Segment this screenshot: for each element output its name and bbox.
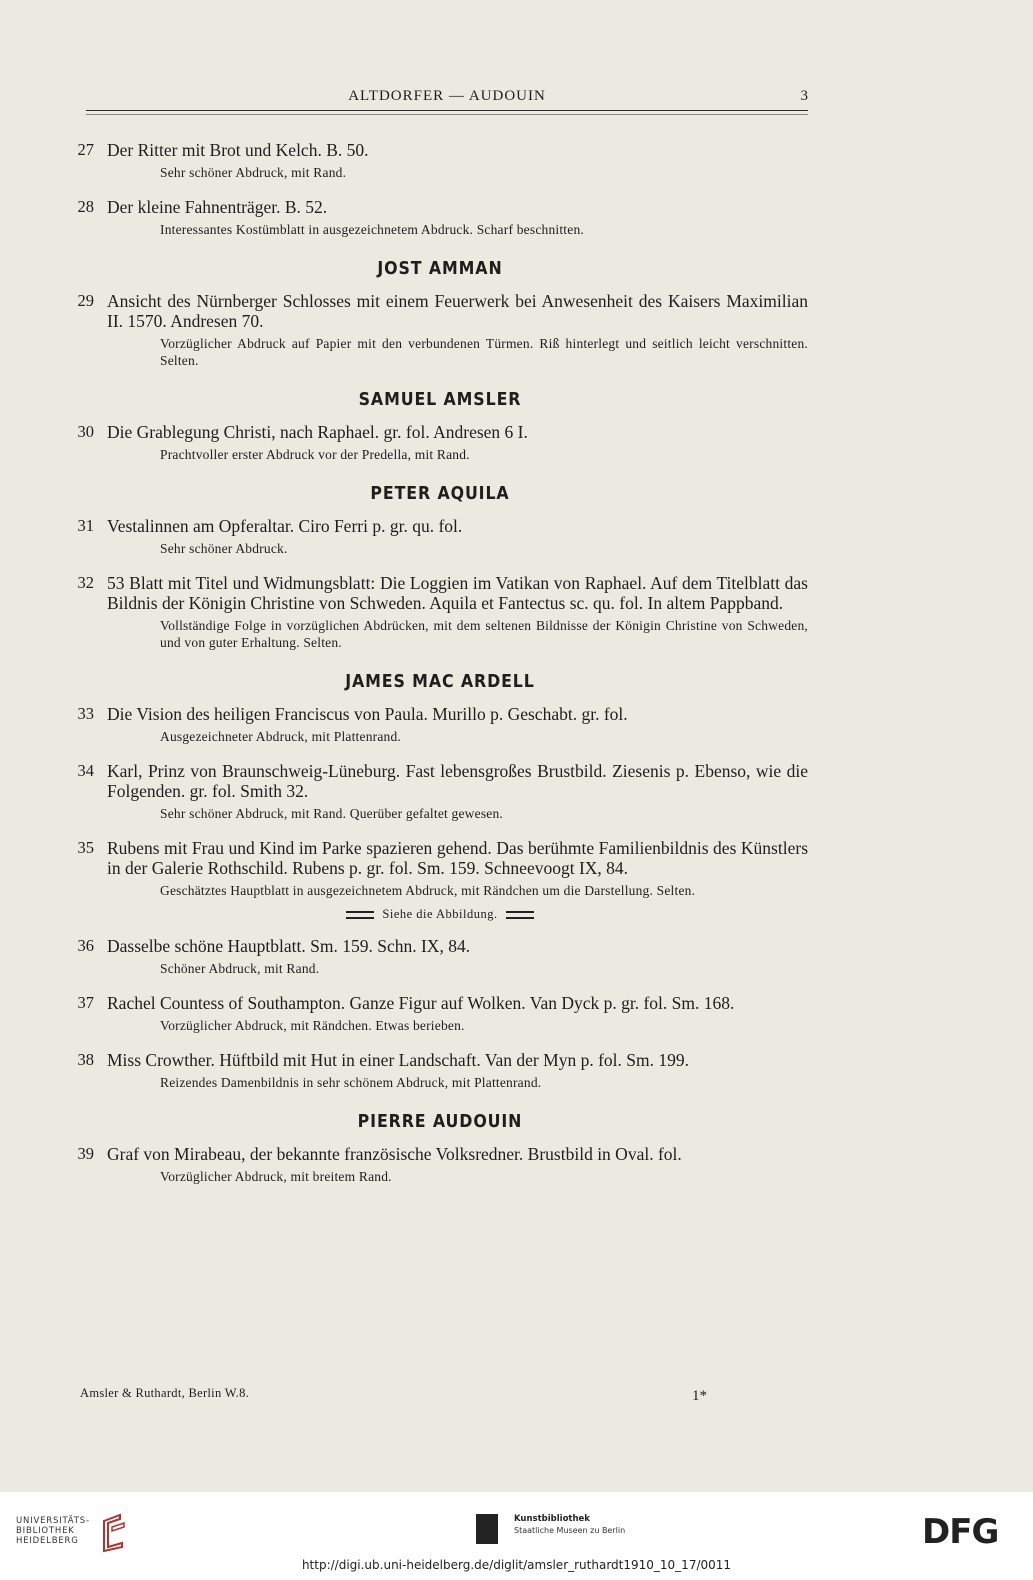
signature-mark: 1*: [692, 1388, 707, 1404]
entry-note: Sehr schöner Abdruck, mit Rand.: [160, 165, 347, 180]
entry-title: Karl, Prinz von Braunschweig-Lüneburg. Fast lebensgroßes Brustbild. Ziesenis p. Ebenso, wie die Folgenden. gr. fol. Smith 32.: [107, 761, 808, 801]
double-rule-right: [506, 911, 534, 919]
entry-title: 53 Blatt mit Titel und Widmungsblatt: Die Loggien im Vatikan von Raphael. Auf dem Titelblatt das Bildnis der Königin Christine von Schweden. Aquila et Fantectus sc. qu. fol. In altem Pappband.: [107, 573, 808, 613]
entry-title: Ansicht des Nürnberger Schlosses mit einem Feuerwerk bei Anwesenheit des Kaisers Maximilian II. 1570. Andresen 70.: [107, 291, 808, 331]
kunstbibliothek-subtitle: Staatliche Museen zu Berlin: [514, 1526, 626, 1535]
entry-note: Prachtvoller erster Abdruck vor der Predella, mit Rand.: [160, 447, 470, 462]
university-library-name[interactable]: [16, 1516, 90, 1546]
entry-note: Vorzüglicher Abdruck, mit Rändchen. Etwas berieben.: [160, 1018, 465, 1033]
entry-title: Der kleine Fahnenträger. B. 52.: [107, 197, 328, 217]
university-library-logo-icon[interactable]: [98, 1513, 128, 1553]
entry-title: Dasselbe schöne Hauptblatt. Sm. 159. Schn. IX, 84.: [107, 936, 471, 956]
uni-line-1: UNIVERSITÄTS-: [16, 1516, 90, 1526]
entry-title: Der Ritter mit Brot und Kelch. B. 50.: [107, 140, 369, 160]
entry-number: 36: [77, 936, 94, 955]
entry-number: 32: [77, 573, 94, 592]
uni-line-3: HEIDELBERG: [16, 1536, 79, 1546]
entry-number: 27: [77, 140, 94, 159]
see-illustration-note: [72, 907, 808, 922]
entry-note: Vorzüglicher Abdruck, mit breitem Rand.: [160, 1169, 392, 1184]
entry-note: Schöner Abdruck, mit Rand.: [160, 961, 320, 976]
kunstbibliothek-title[interactable]: Kunstbibliothek: [514, 1514, 590, 1524]
section-heading-mac-ardell: JAMES MAC ARDELL: [345, 671, 535, 692]
entry-note: Geschätztes Hauptblatt in ausgezeichnetem Abdruck, mit Rändchen um die Darstellung. Selten.: [160, 883, 696, 898]
catalog-entry: [72, 1050, 808, 1091]
entry-number: 39: [77, 1144, 94, 1163]
entry-title: Die Vision des heiligen Franciscus von Paula. Murillo p. Geschabt. gr. fol.: [107, 704, 628, 724]
section-heading-amsler: SAMUEL AMSLER: [358, 389, 522, 410]
entry-number: 38: [77, 1050, 94, 1069]
entry-note: Reizendes Damenbildnis in sehr schönem Abdruck, mit Plattenrand.: [160, 1075, 542, 1090]
entry-note: Ausgezeichneter Abdruck, mit Plattenrand.: [160, 729, 402, 744]
digitization-footer: [0, 1492, 1033, 1580]
header-rule: [86, 114, 808, 115]
entry-number: 37: [77, 993, 94, 1012]
entry-note: Sehr schöner Abdruck, mit Rand. Querüber gefaltet gewesen.: [160, 806, 503, 821]
catalog-entry: [72, 573, 808, 651]
entry-number: 33: [77, 704, 94, 723]
catalog-entry: [72, 516, 808, 557]
double-rule-left: [346, 911, 374, 919]
entry-number: 31: [77, 516, 94, 535]
catalog-body: [72, 140, 808, 1195]
uni-line-2: BIBLIOTHEK: [16, 1526, 75, 1536]
catalog-entry: [72, 993, 808, 1034]
entry-title: Rubens mit Frau und Kind im Parke spazieren gehend. Das berühmte Familienbildnis des Künstlers in der Galerie Rothschild. Rubens p. gr. fol. Sm. 159. Schneevoogt IX, 84.: [107, 838, 808, 878]
catalog-entry: [72, 761, 808, 822]
entry-number: 35: [77, 838, 94, 857]
catalog-entry: [72, 704, 808, 745]
printer-imprint: Amsler & Ruthardt, Berlin W.8.: [80, 1386, 250, 1400]
section-heading-amman: JOST AMMAN: [377, 258, 503, 279]
entry-number: 30: [77, 422, 94, 441]
permalink-url[interactable]: http://digi.ub.uni-heidelberg.de/diglit/amsler_ruthardt1910_10_17/0011: [301, 1558, 732, 1572]
entry-title: Die Grablegung Christi, nach Raphael. gr. fol. Andresen 6 I.: [107, 422, 528, 442]
see-illustration-text: Siehe die Abbildung.: [382, 907, 498, 921]
catalog-entry: [72, 197, 808, 238]
section-heading-audouin: PIERRE AUDOUIN: [357, 1111, 523, 1132]
catalog-entry: [72, 291, 808, 369]
entry-note: Interessantes Kostümblatt in ausgezeichnetem Abdruck. Scharf beschnitten.: [160, 222, 584, 237]
entry-title: Miss Crowther. Hüftbild mit Hut in einer Landschaft. Van der Myn p. fol. Sm. 199.: [107, 1050, 689, 1070]
entry-number: 28: [77, 197, 94, 216]
entry-title: Vestalinnen am Opferaltar. Ciro Ferri p. gr. qu. fol.: [107, 516, 463, 536]
catalog-entry: [72, 422, 808, 463]
catalog-entry: [72, 1144, 808, 1185]
running-header: [86, 88, 808, 111]
entry-note: Vollständige Folge in vorzüglichen Abdrücken, mit dem seltenen Bildnisse der Königin Christine von Schweden, und von guter Erhaltung. Selten.: [160, 618, 808, 650]
entry-note: Vorzüglicher Abdruck auf Papier mit den verbundenen Türmen. Riß hinterlegt und seitlich leicht verschnitten. Selten.: [160, 336, 808, 368]
entry-title: Rachel Countess of Southampton. Ganze Figur auf Wolken. Van Dyck p. gr. fol. Sm. 168.: [107, 993, 735, 1013]
entry-title: Graf von Mirabeau, der bekannte französische Volksredner. Brustbild in Oval. fol.: [107, 1144, 682, 1164]
entry-number: 34: [77, 761, 94, 780]
catalog-entry: [72, 936, 808, 977]
dfg-logo[interactable]: DFG: [922, 1512, 999, 1552]
catalog-entry: [72, 140, 808, 181]
section-heading-aquila: PETER AQUILA: [370, 483, 510, 504]
entry-note: Sehr schöner Abdruck.: [160, 541, 288, 556]
page-number: 3: [800, 88, 808, 104]
entry-number: 29: [77, 291, 94, 310]
running-title: ALTDORFER — AUDOUIN: [348, 88, 546, 104]
catalog-entry: [72, 838, 808, 899]
kunstbibliothek-logo-icon[interactable]: [476, 1514, 498, 1544]
